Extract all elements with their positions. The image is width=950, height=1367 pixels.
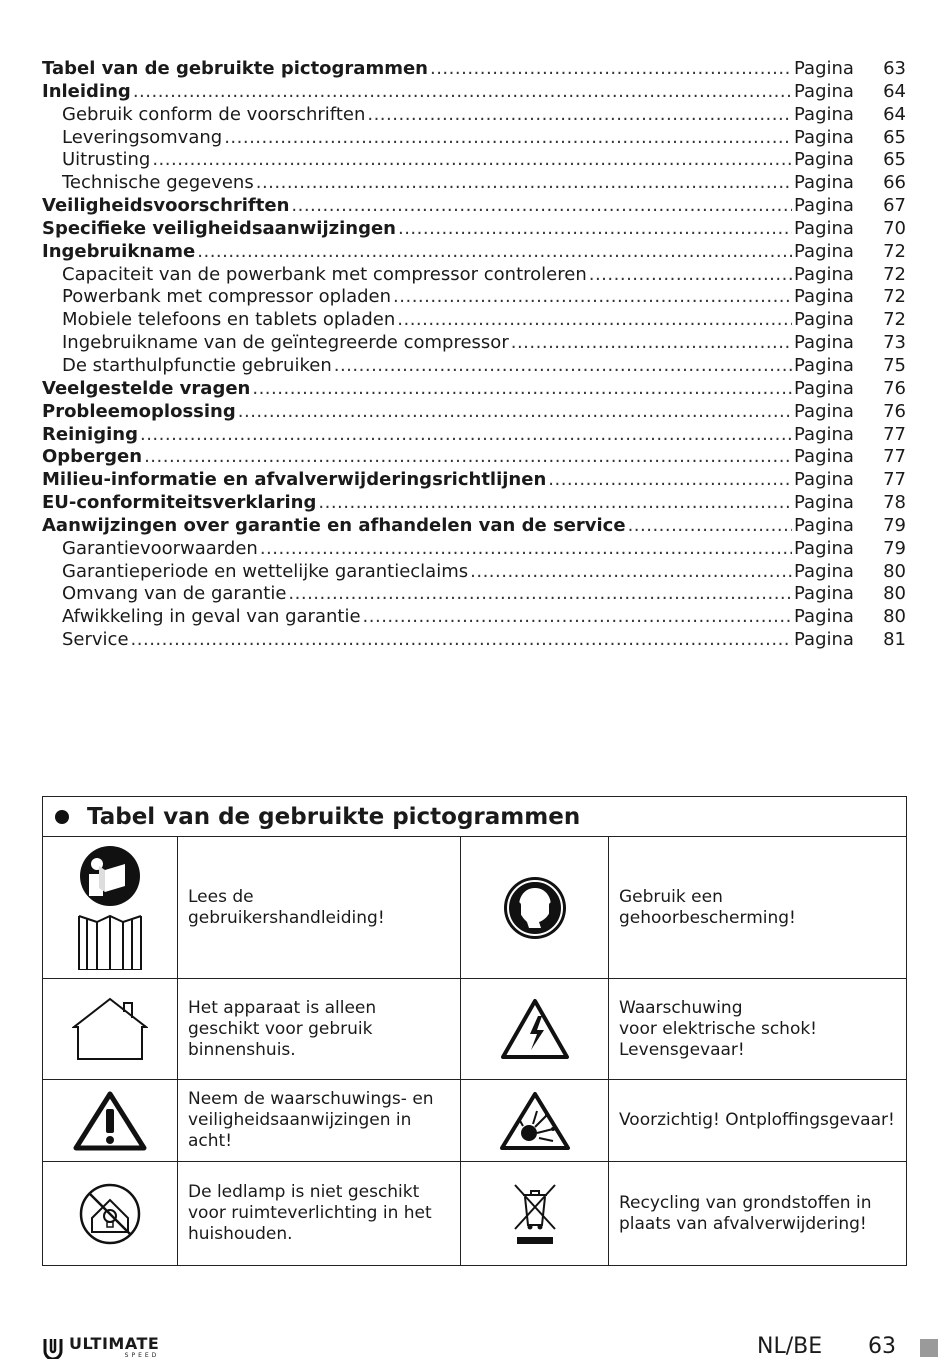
toc-page-number: 70 [883,217,906,239]
pictogram-row [43,837,906,979]
toc-page-number: 80 [883,583,906,605]
toc-entry [42,332,906,355]
language-label: NL/BE [757,1334,823,1359]
toc-entry [42,58,906,81]
toc-page-word: Pagina [794,58,854,79]
toc-entry-title: Powerbank met compressor opladen [62,286,392,308]
toc-page-number: 73 [883,332,906,354]
toc-entry [42,355,906,378]
toc-dot-leader [393,286,792,309]
toc-page-number: 75 [883,354,906,376]
toc-entry [42,264,906,287]
toc-page-number: 77 [883,446,906,468]
toc-dot-leader [260,538,792,561]
brand-logo-word: ULTIMATE [69,1334,160,1353]
toc-page-word: Pagina [794,537,854,559]
toc-entry [42,561,906,584]
toc-entry [42,515,906,538]
toc-dot-leader [628,515,792,538]
brand-logo-icon [42,1337,64,1359]
toc-page-number: 76 [883,400,906,422]
toc-page-number: 65 [883,149,906,171]
pictogram-description: Neem de waarschuwings- en veiligheidsaanwijzingen in acht! [178,1080,461,1161]
toc-entry [42,606,906,629]
toc-entry [42,446,906,469]
toc-dot-leader [397,309,792,332]
toc-entry-title: Veelgestelde vragen [42,377,251,399]
toc-entry [42,629,906,652]
toc-page-number: 66 [883,172,906,194]
toc-page-number: 72 [883,286,906,308]
toc-entry-title: Uitrusting [62,149,151,171]
toc-page-number: 72 [883,263,906,285]
toc-dot-leader [511,332,792,355]
toc-entry [42,583,906,606]
toc-entry-title: De starthulpfunctie gebruiken [62,354,332,376]
toc-page-word: Pagina [794,606,854,628]
toc-dot-leader [589,264,792,287]
toc-dot-leader [131,629,792,652]
pictogram-row [43,1162,906,1265]
toc-page-word: Pagina [794,103,854,125]
toc-dot-leader [367,104,792,127]
pictogram-description: Waarschuwing voor elektrische schok! Levensgevaar! [619,997,817,1060]
toc-entry-title: Technische gegevens [62,172,254,194]
toc-entry-title: Ingebruikname [42,240,196,262]
toc-page-word: Pagina [794,286,854,308]
toc-dot-leader [288,583,792,606]
toc-entry [42,195,906,218]
pictogram-description: Voorzichtig! Ontploffingsgevaar! [619,1110,895,1130]
pictogram-description: Gebruik een gehoorbescherming! [619,886,796,928]
toc-page-word: Pagina [794,400,854,422]
toc-entry-title: Omvang van de garantie [62,583,287,605]
toc-page-number: 80 [883,606,906,628]
warning-exclamation-icon [43,1080,178,1161]
toc-entry-title: Veiligheidsvoorschriften [42,195,290,217]
toc-page-word: Pagina [794,469,854,491]
toc-page-number: 65 [883,126,906,148]
toc-entry-title: Garantievoorwaarden [62,537,258,559]
toc-entry [42,401,906,424]
toc-entry-title: Milieu-informatie en afvalverwijderingsrichtlijnen [42,469,547,491]
toc-dot-leader [470,561,792,584]
toc-page-word: Pagina [794,354,854,376]
toc-entry-title: Service [62,629,129,651]
toc-entry [42,309,906,332]
toc-entry-title: Mobiele telefoons en tablets opladen [62,309,396,331]
toc-entry [42,424,906,447]
toc-page-number: 78 [883,492,906,514]
toc-page-word: Pagina [794,446,854,468]
toc-dot-leader [334,355,792,378]
toc-entry [42,218,906,241]
toc-entry [42,469,906,492]
toc-page-number: 63 [883,58,906,79]
pictogram-description: Recycling van grondstoffen in plaats van afvalverwijdering! [619,1192,872,1234]
toc-page-word: Pagina [794,492,854,514]
toc-entry-title: Probleemoplossing [42,400,236,422]
toc-page-number: 64 [883,80,906,102]
toc-entry-title: Tabel van de gebruikte pictogrammen [42,58,428,79]
toc-page-word: Pagina [794,240,854,262]
toc-entry [42,538,906,561]
toc-dot-leader [291,195,792,218]
toc-page-word: Pagina [794,583,854,605]
toc-page-word: Pagina [794,332,854,354]
toc-dot-leader [133,81,792,104]
pictogram-table-title: Tabel van de gebruikte pictogrammen [87,803,581,830]
toc-entry-title: Leveringsomvang [62,126,223,148]
toc-entry [42,492,906,515]
toc-dot-leader [398,218,792,241]
toc-dot-leader [144,446,792,469]
pictogram-table [42,796,907,1266]
hearing-protection-icon [461,837,609,978]
toc-dot-leader [197,241,792,264]
toc-entry-title: Reiniging [42,423,138,445]
toc-page-number: 80 [883,560,906,582]
toc-entry [42,286,906,309]
toc-entry [42,149,906,172]
electric-shock-warning-icon [461,979,609,1079]
toc-entry-title: Capaciteit van de powerbank met compressor controleren [62,263,587,285]
pictogram-description: Lees de gebruikershandleiding! [178,837,461,978]
toc-dot-leader [238,401,792,424]
pictogram-description: Het apparaat is alleen geschikt voor gebruik binnenshuis. [178,979,461,1079]
indoor-use-house-icon [43,979,178,1079]
toc-page-word: Pagina [794,80,854,102]
toc-page-number: 77 [883,469,906,491]
toc-page-word: Pagina [794,423,854,445]
no-household-lighting-icon [43,1162,178,1265]
brand-logo-subword: SPEED [124,1352,160,1359]
toc-dot-leader [318,492,792,515]
toc-entry-title: Ingebruikname van de geïntegreerde compressor [62,332,509,354]
toc-dot-leader [252,378,792,401]
toc-page-word: Pagina [794,149,854,171]
toc-dot-leader [548,469,792,492]
toc-page-number: 76 [883,377,906,399]
toc-entry-title: EU-conformiteitsverklaring [42,492,317,514]
pictogram-row [43,1080,906,1162]
crossed-bin-icon [461,1162,609,1265]
toc-entry-title: Opbergen [42,446,143,468]
toc-page-number: 64 [883,103,906,125]
toc-page-word: Pagina [794,629,854,651]
toc-entry-title: Aanwijzingen over garantie en afhandelen van de service [42,514,626,536]
toc-page-number: 72 [883,240,906,262]
toc-entry [42,127,906,150]
pictogram-row [43,979,906,1080]
toc-page-word: Pagina [794,217,854,239]
toc-page-number: 79 [883,514,906,536]
toc-page-word: Pagina [794,377,854,399]
toc-page-word: Pagina [794,514,854,536]
pictogram-table-header [43,797,906,837]
page-number: 63 [868,1334,896,1359]
toc-entry [42,378,906,401]
toc-entry-title: Garantieperiode en wettelijke garantieclaims [62,560,469,582]
toc-page-word: Pagina [794,195,854,217]
pictogram-description: De ledlamp is niet geschikt voor ruimteverlichting in het huishouden. [178,1162,461,1265]
toc-dot-leader [430,58,792,81]
toc-page-word: Pagina [794,560,854,582]
toc-page-number: 67 [883,195,906,217]
toc-page-number: 77 [883,423,906,445]
toc-entry [42,172,906,195]
toc-page-word: Pagina [794,309,854,331]
toc-entry [42,81,906,104]
toc-page-word: Pagina [794,263,854,285]
toc-dot-leader [256,172,792,195]
toc-dot-leader [363,606,792,629]
toc-page-number: 72 [883,309,906,331]
toc-entry-title: Inleiding [42,80,131,102]
brand-logo [42,1336,159,1359]
toc-dot-leader [224,127,792,150]
toc-entry-title: Specifieke veiligheidsaanwijzingen [42,217,396,239]
toc-entry [42,104,906,127]
toc-page-word: Pagina [794,172,854,194]
read-manual-icon [43,837,178,978]
table-of-contents [42,58,906,652]
explosion-warning-icon [461,1080,609,1161]
toc-dot-leader [140,424,792,447]
toc-entry [42,241,906,264]
toc-page-number: 81 [883,629,906,651]
toc-entry-title: Gebruik conform de voorschriften [62,103,366,125]
toc-page-number: 79 [883,537,906,559]
toc-dot-leader [152,149,792,172]
toc-entry-title: Afwikkeling in geval van garantie [62,606,361,628]
page-marker [920,1339,938,1357]
toc-page-word: Pagina [794,126,854,148]
bullet-icon [55,810,69,824]
